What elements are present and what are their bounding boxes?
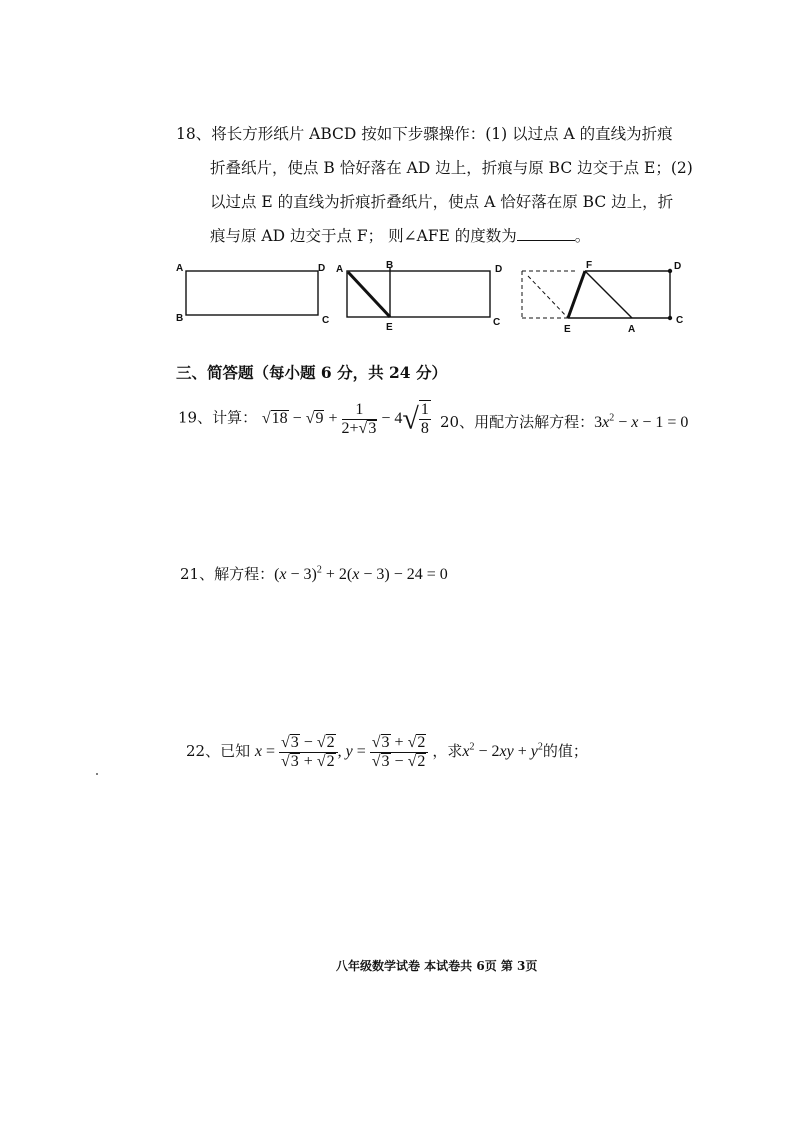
q22-e2: − 2 [474,743,500,761]
question-18 [176,117,696,253]
fig1-label-c: C [322,315,330,326]
q22-x-num: √3 − √2 [279,734,338,753]
q19-frac-num: 1 [342,401,378,420]
page-footer: 八年级数学试卷 本试卷共 6页 第 3页 [336,959,538,973]
q21-paren: ( [274,566,280,583]
q22-x-num-op: − [299,734,317,751]
q22-e1: x [462,743,470,761]
q19-root-1: 18 [271,409,288,427]
q22-x-den: √3 + √2 [281,753,335,770]
fig1-label-b: B [176,313,184,324]
q22-y-den-b: 2 [417,753,426,770]
figure-2 [336,260,502,333]
q22-x-num-a: 3 [290,734,299,751]
q22-x-fraction [279,734,338,771]
q21-label: 21、解方程： [180,565,275,583]
q22-e5: y [530,743,538,761]
fig3-old-crease [528,276,568,318]
q22-y-fraction [370,734,429,771]
q19-inner-num: 1 [420,401,429,418]
q19-coef: 4 [394,409,403,427]
fig3-point-d [668,269,672,273]
radical-sign: √ [261,409,271,427]
q22-y-num-op: + [390,734,408,751]
q22-e5exp: 2 [537,741,543,753]
q20-equation [594,414,688,431]
question-19 [178,400,431,438]
radical-sign: √ [305,409,315,427]
q18-end: 。 [574,227,591,245]
fig2-label-c: C [493,317,501,328]
q19-den-root: 3 [368,419,377,437]
q22-e4: + [513,743,531,761]
q22-tail: 的值； [542,742,588,761]
q22-eq: = [261,743,280,761]
q21-tail: − 3) − 24 = 0 [359,566,448,583]
q18-line-3: 以过点 E 的直线为折痕折叠纸片，使点 A 恰好落在原 BC 边上，折 [210,193,674,211]
radical-sign: √ [358,419,368,437]
question-21 [180,563,448,584]
fig2-label-a: A [336,264,344,275]
q21-mid: + 2( [321,566,353,583]
q22-x-den-op: + [299,753,317,770]
fig3-label-a: A [628,324,636,335]
q22-label: 22、已知 [186,742,251,761]
q22-eq-2: = [352,743,370,761]
q20-minus: − [614,414,632,431]
fig3-label-c: C [676,315,684,326]
fold-figures [170,255,690,340]
q20-coef: 3 [594,414,603,431]
fig2-label-e: E [386,322,393,333]
q19-expression: √18 − √9 + $\frac{1}{2+√3}$ − 4√ $\frac{1}{8}$ [261,400,429,437]
q18-line-4 [176,219,696,253]
q18-line-1: 18、将长方形纸片 ABCD 按如下步骤操作：(1) 以过点 A 的直线为折痕 [176,125,673,143]
q21-var-2: x [352,566,360,583]
q22-x: x [254,743,262,761]
fig3-crease [568,271,585,318]
q21-part: − 3) [286,566,317,583]
fig1-label-d: D [318,263,326,274]
radical-sign-large: √ [402,402,419,435]
figure-3 [522,260,683,335]
q22-y: y [345,743,353,761]
q22-y-den-a: 3 [381,753,390,770]
fig2-crease [348,272,390,317]
q22-y-num: √3 + √2 [370,734,429,753]
q19-inner-den: 8 [420,420,429,437]
q22-ask: ，求 [432,742,463,761]
q22-expression [254,734,432,770]
q21-exp: 2 [316,564,322,576]
fig1-rect [186,271,318,315]
q22-target [462,743,542,760]
q20-var-2: x [631,414,639,431]
answer-blank [517,226,575,241]
q19-den-a: 2+ [341,419,359,437]
question-22 [186,734,588,771]
q22-e1exp: 2 [469,741,475,753]
fig3-label-e: E [564,324,571,335]
q19-frac-den [342,420,378,438]
scan-speck [96,773,98,775]
q20-exp: 2 [609,412,615,424]
fig3-point-c [668,316,672,320]
q22-x-den-b: 2 [326,753,335,770]
q20-var: x [602,414,610,431]
q22-e3: xy [499,743,514,761]
q22-comma: , [337,743,346,761]
q22-x-den-a: 3 [290,753,299,770]
q22-y-num-b: 2 [417,734,426,751]
fig3-label-d: D [674,261,682,272]
q19-root-2: 9 [315,409,324,427]
q22-y-den-op: − [390,753,408,770]
q18-line-2: 折叠纸片，使点 B 恰好落在 AD 边上，折痕与原 BC 边交于点 E；(2) [210,159,693,177]
q20-tail: − 1 = 0 [638,414,689,431]
q21-equation [274,566,448,583]
q19-inner-fraction [419,400,431,438]
q22-y-num-a: 3 [381,734,390,751]
fig1-label-a: A [176,263,184,274]
q22-x-num-b: 2 [326,734,335,751]
q19-label: 19、计算： [178,408,258,427]
q22-y-den: √3 − √2 [371,753,426,770]
fig3-fold-edge [585,271,632,318]
fig2-label-d: D [495,264,503,275]
q19-fraction [342,401,378,438]
q20-label: 20、用配方法解方程： [440,413,595,431]
section-3-heading: 三、简答题（每小题 6 分，共 24 分） [176,363,447,382]
q18-line-4-text: 痕与原 AD 边交于点 F； 则∠AFE 的度数为 [210,227,517,245]
figure-1 [176,263,329,326]
q21-var: x [279,566,287,583]
fig3-label-f: F [586,260,593,271]
question-20 [440,411,688,432]
fig2-label-b: B [386,260,394,271]
